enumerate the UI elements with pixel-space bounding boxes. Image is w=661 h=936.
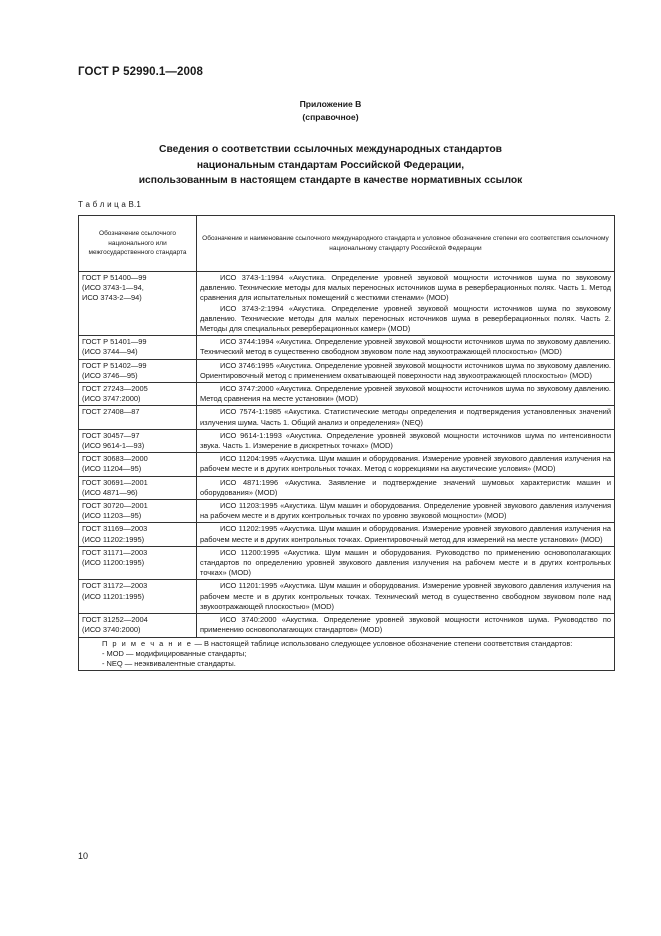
table-row [79, 359, 615, 382]
international-standard-cell [197, 500, 615, 523]
international-standard-entry: ИСО 11203:1995 «Акустика. Шум машин и оборудования. Определение уровней звукового давления излучения на рабочем месте и в других контрольных точках по уровню звуковой мощности» (MOD) [200, 501, 611, 521]
national-standard-line: ГОСТ 27408—87 [82, 407, 140, 417]
national-standard-line: (ИСО 3744—94) [82, 347, 138, 357]
national-standard-line: ИСО 3743-2—94) [82, 293, 142, 303]
national-standard-line: (ИСО 4871—96) [82, 487, 138, 497]
international-standard-entry: ИСО 3747:2000 «Акустика. Определение уровней звуковой мощности источников шума по звуковому давлению. Метод сравнения на месте установки» (MOD) [200, 384, 611, 404]
national-standard-line: ГОСТ Р 51401—99 [82, 337, 147, 347]
table-note-row [79, 637, 615, 671]
table-note [79, 637, 615, 671]
national-standard-cell [79, 359, 197, 382]
national-standard-line: (ИСО 3743-1—94, [82, 283, 144, 293]
table-body [79, 272, 615, 638]
note-item: - NEQ — неэквивалентные стандарты. [102, 658, 236, 668]
international-standard-entry: ИСО 7574-1:1985 «Акустика. Статистические методы определения и подтверждения установленных значений излучения шума. Часть 1. Общий анализ и определения» (NEQ) [200, 407, 611, 427]
international-standard-cell [197, 580, 615, 614]
header-national: Обозначение ссылочного национального или межгосударственного стандарта [79, 216, 197, 272]
table-row [79, 429, 615, 452]
national-standard-cell [79, 523, 197, 546]
international-standard-entry: ИСО 3743-2:1994 «Акустика. Определение уровней звуковой мощности источников шума по звуковому давлению. Технические методы для малых переносных источников шума в реверберационных полях. Часть 2. Методы для специальных реверберационных камер» (MOD) [200, 303, 611, 334]
national-standard-line: ГОСТ Р 51402—99 [82, 360, 147, 370]
table-row [79, 272, 615, 336]
appendix-type: (справочное) [302, 112, 359, 122]
international-standard-entry: ИСО 3746:1995 «Акустика. Определение уровней звуковой мощности источников шума по звуковому давлению. Ориентировочный метод с применением охватывающей поверхности над звукоотражающей плоскостью» (MOD) [200, 360, 611, 380]
table-row [79, 546, 615, 580]
table-header-row [79, 216, 615, 272]
national-standard-line: ГОСТ 31171—2003 [82, 547, 148, 557]
international-standard-entry: ИСО 4871:1996 «Акустика. Заявление и подтверждение значений шумовых характеристик машин и оборудования» (MOD) [200, 477, 611, 497]
national-standard-cell [79, 336, 197, 359]
international-standard-entry: ИСО 3740:2000 «Акустика. Определение уровней звуковой мощности источников шума. Руководство по применению основополагающих стандартов» (MOD) [200, 615, 611, 635]
page-number: 10 [78, 851, 89, 861]
international-standard-cell [197, 272, 615, 336]
national-standard-cell [79, 614, 197, 637]
national-standard-line: ГОСТ 31169—2003 [82, 524, 148, 534]
international-standard-entry: ИСО 9614-1:1993 «Акустика. Определение уровней звуковой мощности источников шума по интенсивности звука. Часть 1. Измерение в дискретных точках» (MOD) [200, 430, 611, 451]
section-title [0, 142, 661, 189]
international-standard-cell [197, 383, 615, 406]
international-standard-cell [197, 476, 615, 499]
national-standard-line: (ИСО 11201:1995) [82, 591, 145, 601]
international-standard-entry: ИСО 3744:1994 «Акустика. Определение уровней звуковой мощности источников шума по звуковому давлению. Технический метод в существенно свободном звуковом поле над звукоотражающей плоскостью» (MOD) [200, 337, 611, 357]
table-row [79, 453, 615, 476]
table-row [79, 580, 615, 614]
national-standard-cell [79, 383, 197, 406]
table-row [79, 476, 615, 499]
title-line: использованным в настоящем стандарте в качестве нормативных ссылок [138, 175, 523, 186]
table-row [79, 336, 615, 359]
appendix-heading [0, 98, 661, 124]
international-standard-entry: ИСО 11202:1995 «Акустика. Шум машин и оборудования. Измерение уровней звукового давления излучения на рабочем месте и в других контрольных точках. Ориентировочный метод для измерений на месте установки» (MOD) [200, 524, 611, 544]
international-standard-cell [197, 336, 615, 359]
national-standard-line: ГОСТ 30457—97 [82, 430, 140, 440]
national-standard-line: (ИСО 3740:2000) [82, 625, 141, 635]
national-standard-line: (ИСО 11202:1995) [82, 534, 145, 544]
table-row [79, 383, 615, 406]
note-text: — В настоящей таблице использовано следующее условное обозначение степени соответствия стандартов: [192, 638, 573, 648]
table-row [79, 614, 615, 637]
national-standard-line: ГОСТ 30720—2001 [82, 501, 148, 511]
international-standard-entry: ИСО 11200:1995 «Акустика. Шум машин и оборудования. Руководство по применению основополагающих стандартов по определению уровней звукового давления излучения на рабочем месте и в других контрольных точках» (MOD) [200, 547, 611, 578]
note-item: - MOD — модифицированные стандарты; [102, 648, 247, 658]
international-standard-cell [197, 359, 615, 382]
national-standard-line: ГОСТ Р 51400—99 [82, 273, 147, 282]
header-international: Обозначение и наименование ссылочного международного стандарта и условное обозначение степени его соответствия ссылочному национальному стандарту Российской Федерации [197, 216, 615, 272]
table-row [79, 523, 615, 546]
table-row [79, 500, 615, 523]
national-standard-cell [79, 272, 197, 336]
title-line: национальным стандартам Российской Федерации, [196, 159, 465, 171]
national-standard-cell [79, 500, 197, 523]
national-standard-line: (ИСО 9614-1—93) [82, 441, 145, 451]
national-standard-line: (ИСО 3747:2000) [82, 394, 141, 404]
national-standard-cell [79, 580, 197, 614]
international-standard-entry: ИСО 11201:1995 «Акустика. Шум машин и оборудования. Измерение уровней звукового давления излучения на рабочем месте и в других контрольных точках. Технический метод в существенно свободном звуковом поле над звукоотражающей плоскостью» (MOD) [200, 581, 611, 611]
national-standard-line: ГОСТ 30691—2001 [82, 477, 148, 487]
national-standard-line: ГОСТ 27243—2005 [82, 384, 148, 394]
national-standard-line: (ИСО 3746—95) [82, 370, 138, 380]
international-standard-entry: ИСО 11204:1995 «Акустика. Шум машин и оборудования. Измерение уровней звукового давления излучения на рабочем месте и в других контрольных точках. Метод с коррекциями на акустические условия» (MOD) [200, 454, 611, 474]
national-standard-line: (ИСО 11203—95) [82, 511, 142, 521]
standards-table [78, 215, 615, 671]
international-standard-cell [197, 406, 615, 429]
national-standard-line: ГОСТ 31252—2004 [82, 615, 148, 625]
title-line: Сведения о соответствии ссылочных международных стандартов [159, 144, 502, 155]
international-standard-entry: ИСО 3743-1:1994 «Акустика. Определение уровней звуковой мощности источников шума по звуковому давлению. Технические методы для малых переносных источников шума в реверберационных полях. Часть 1. Метод сравнения для испытательных помещений с жесткими стенами» (MOD) [200, 273, 611, 303]
national-standard-line: ГОСТ 31172—2003 [82, 581, 148, 591]
international-standard-cell [197, 523, 615, 546]
international-standard-cell [197, 453, 615, 476]
national-standard-cell [79, 546, 197, 580]
national-standard-cell [79, 476, 197, 499]
table-caption: Т а б л и ц а В.1 [78, 200, 142, 209]
national-standard-line: ГОСТ 30683—2000 [82, 454, 148, 464]
note-label: П р и м е ч а н и е [102, 638, 193, 648]
international-standard-cell [197, 614, 615, 637]
national-standard-cell [79, 429, 197, 452]
appendix-label: Приложение В [299, 99, 362, 109]
national-standard-cell [79, 453, 197, 476]
international-standard-cell [197, 429, 615, 452]
international-standard-cell [197, 546, 615, 580]
national-standard-cell [79, 406, 197, 429]
document-code: ГОСТ Р 52990.1—2008 [78, 66, 203, 78]
national-standard-line: (ИСО 11200:1995) [82, 558, 145, 568]
table-row [79, 406, 615, 429]
national-standard-line: (ИСО 11204—95) [82, 464, 142, 474]
